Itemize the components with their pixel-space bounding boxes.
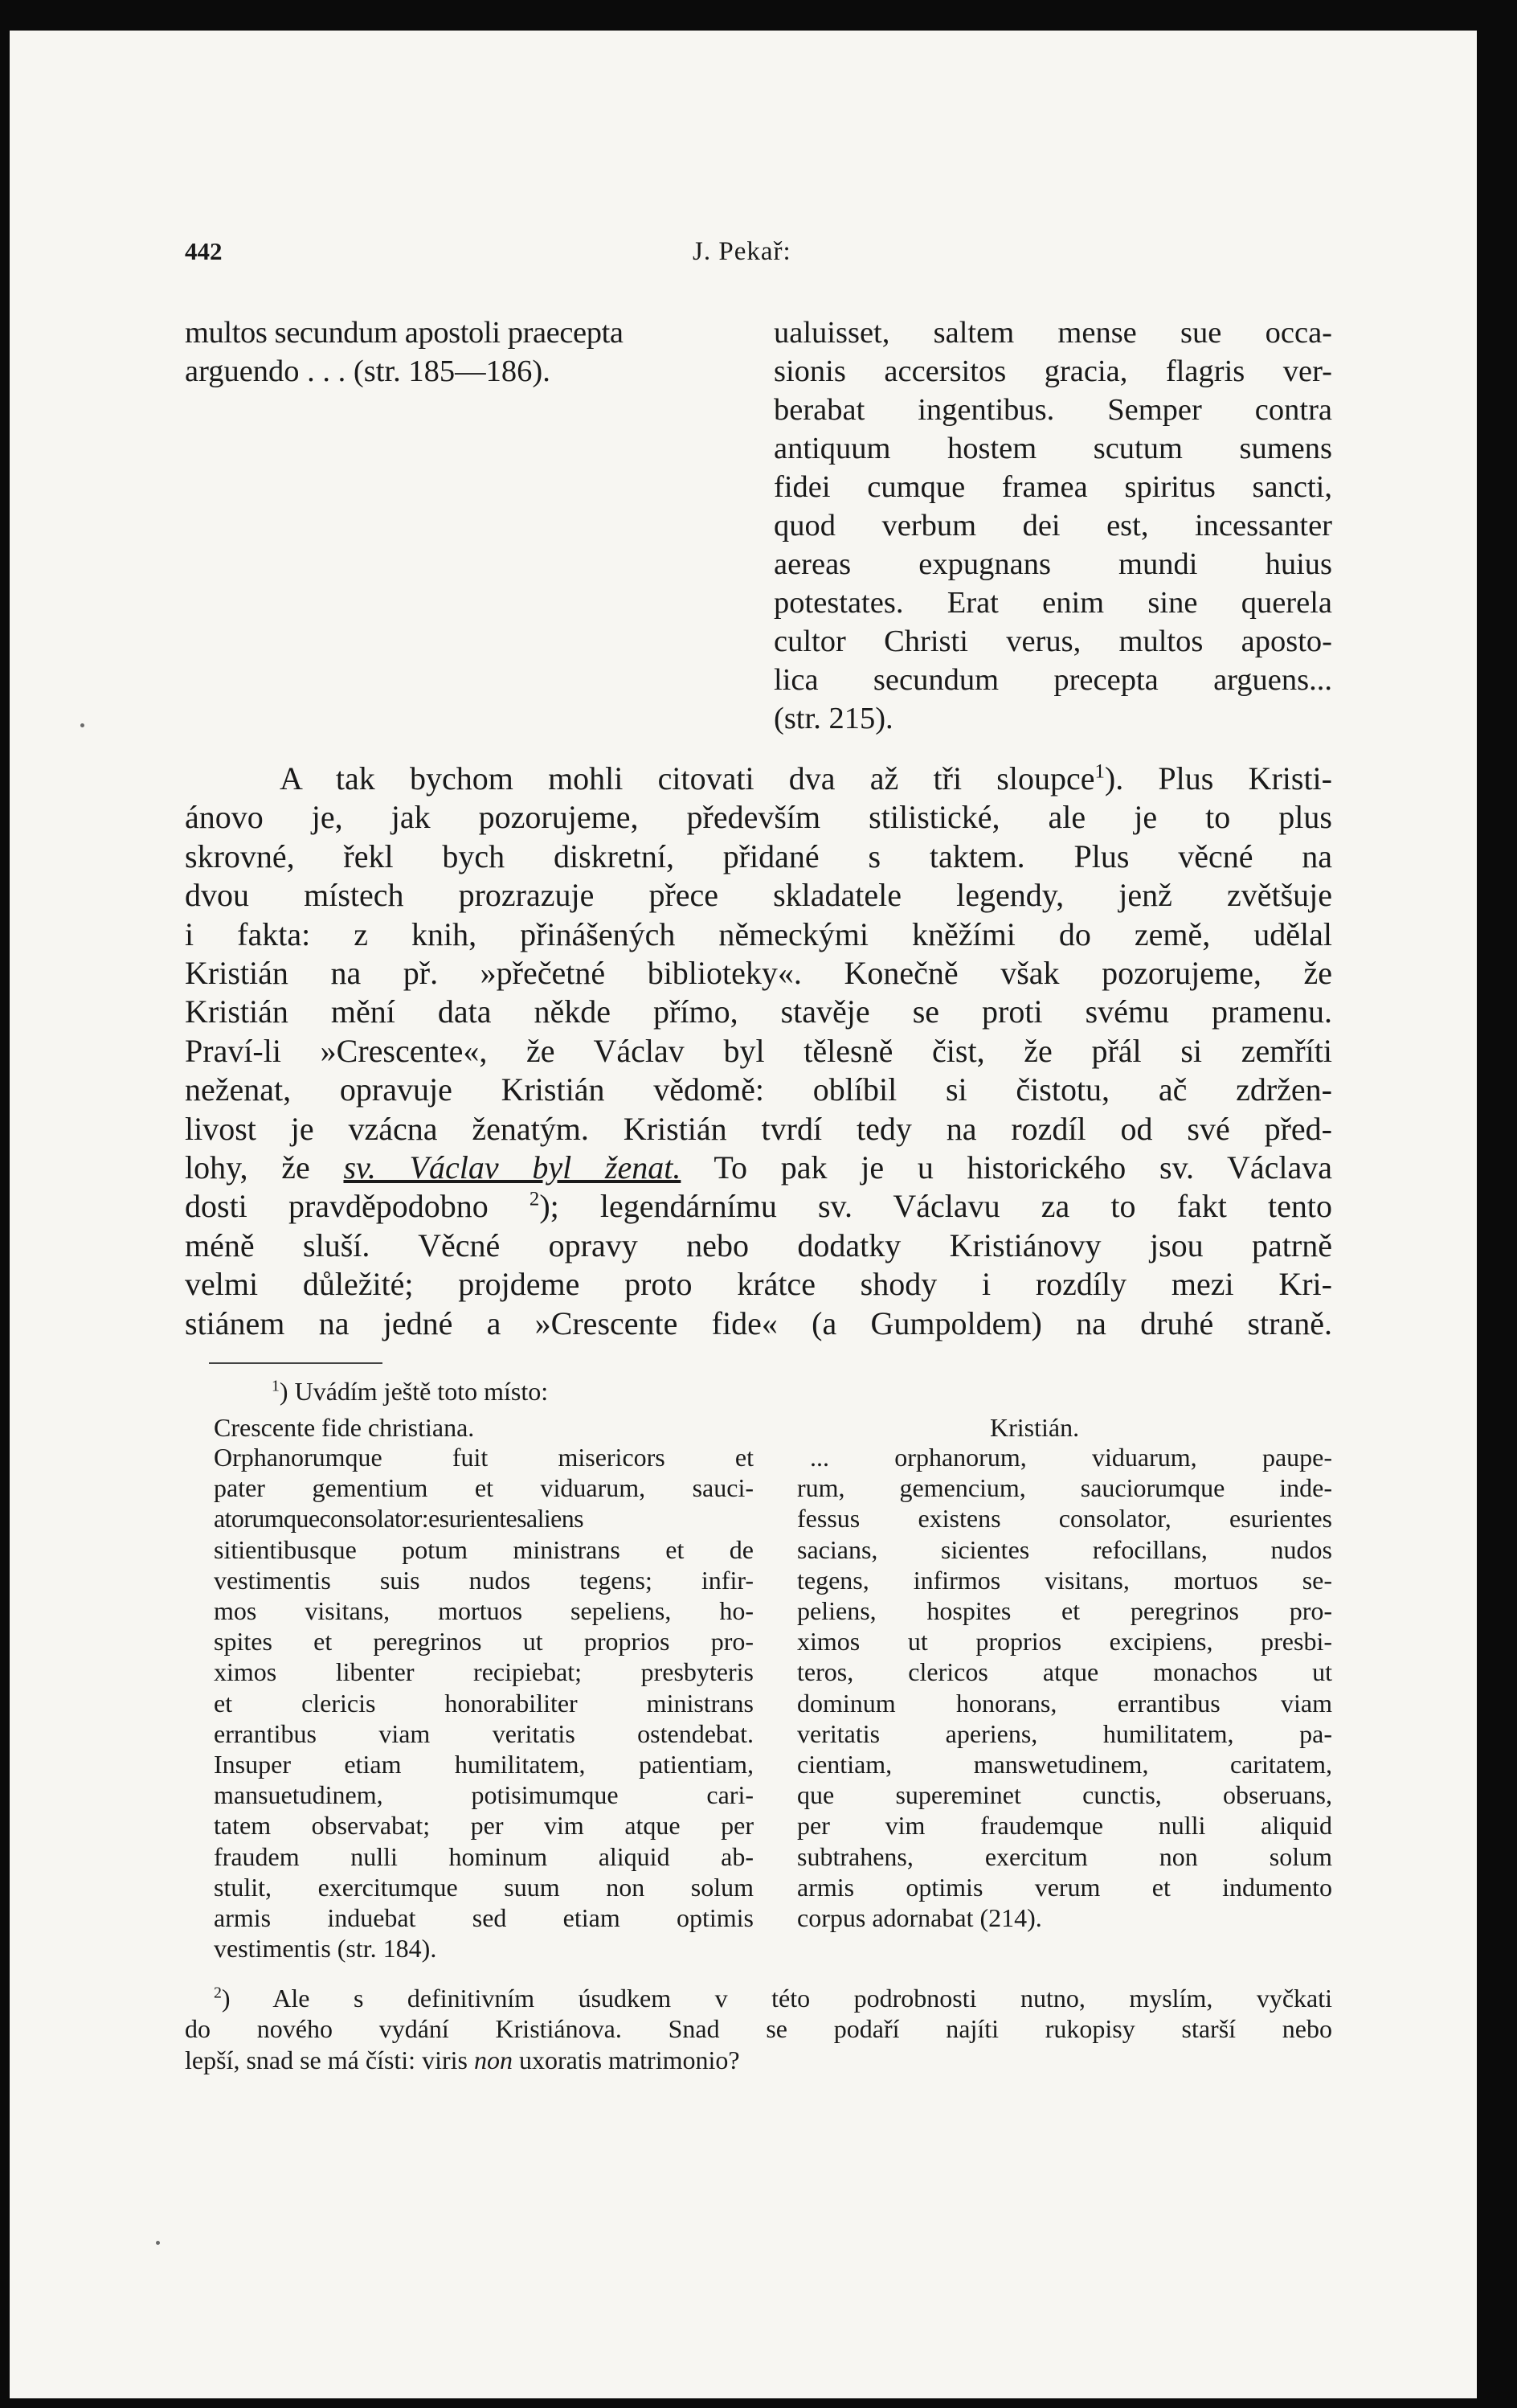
text-line: Orphanorumque fuit misericors et bbox=[214, 1443, 754, 1472]
text-line: i fakta: z knih, přinášených německými kněžími do země, udělal bbox=[185, 915, 1332, 952]
text-line: sitientibusque potum ministrans et de bbox=[214, 1534, 754, 1564]
text-line: ... orphanorum, viduarum, paupe- bbox=[810, 1443, 1332, 1472]
text-line: ánovo je, jak pozorujeme, především stilistické, ale je to plus bbox=[185, 799, 1332, 836]
text-line: $^2$) Ale s definitivním úsudkem v této podrobnosti nutno, myslím, vyčkati bbox=[214, 1984, 1332, 2013]
underlined-phrase: sv. Václav byl ženat. bbox=[343, 1149, 681, 1186]
quote-left-column bbox=[185, 313, 715, 391]
text-line: lepší, snad se má čísti: viris non uxoratis matrimonio? bbox=[185, 2045, 740, 2074]
text-line: et clericis honorabiliter ministrans bbox=[214, 1688, 754, 1718]
text-line: antiquum hostem scutum sumens bbox=[774, 432, 1332, 465]
text-line: fidei cumque framea spiritus sancti, bbox=[774, 470, 1332, 504]
text-line: skrovné, řekl bych diskretní, přidané s taktem. Plus věcné na bbox=[185, 837, 1332, 874]
body-paragraph bbox=[185, 760, 1332, 1343]
footnote-right-column bbox=[797, 1442, 1332, 1933]
text-line: potestates. Erat enim sine querela bbox=[774, 586, 1332, 620]
text-line: fraudem nulli hominum aliquid ab- bbox=[214, 1841, 754, 1871]
text-line: pater gementium et viduarum, sauci- bbox=[214, 1473, 754, 1503]
footnote-ref-1: 1 bbox=[1094, 760, 1105, 783]
text-line: armis optimis verum et indumento bbox=[797, 1872, 1332, 1902]
text-line: do nového vydání Kristiánova. Snad se podaří najíti rukopisy starší nebo bbox=[185, 2014, 1332, 2044]
text-line: stulit, exercitumque suum non solum bbox=[214, 1872, 754, 1902]
footnote-ref-2: 2 bbox=[529, 1189, 540, 1211]
footnote-left-column bbox=[214, 1442, 754, 1964]
text-line: dominum honorans, errantibus viam bbox=[797, 1688, 1332, 1718]
text-line: lohy, že sv. Václav byl ženat. To pak je u historického sv. Václava bbox=[185, 1149, 1332, 1186]
text-line: (str. 215). bbox=[774, 702, 893, 735]
text-line: lica secundum precepta arguens... bbox=[774, 663, 1332, 697]
text-line: fessus existens consolator, esurientes bbox=[797, 1504, 1332, 1534]
footnote-divider bbox=[209, 1362, 382, 1364]
text-line: quod verbum dei est, incessanter bbox=[774, 509, 1332, 543]
text-line: mos visitans, mortuos sepeliens, ho- bbox=[214, 1596, 754, 1626]
text-line: atorumqueconsolator:esurientesaliens bbox=[214, 1504, 584, 1534]
text-line: ximos libenter recipiebat; presbyteris bbox=[214, 1657, 754, 1687]
text-line: arguendo . . . (str. 185—186). bbox=[185, 354, 550, 388]
text-line: que supereminet cunctis, obseruans, bbox=[797, 1780, 1332, 1810]
text-line: mansuetudinem, potisimumque cari- bbox=[214, 1780, 754, 1810]
text-line: peliens, hospites et peregrinos pro- bbox=[797, 1596, 1332, 1626]
footnote-2 bbox=[185, 1983, 1332, 2075]
text-line: ximos ut proprios excipiens, presbi- bbox=[797, 1627, 1332, 1657]
text-line: berabat ingentibus. Semper contra bbox=[774, 393, 1332, 427]
text-line: Kristián mění data někde přímo, stavěje se proti svému pramenu. bbox=[185, 993, 1332, 1030]
speck bbox=[80, 723, 84, 727]
text-line: tegens, infirmos visitans, mortuos se- bbox=[797, 1565, 1332, 1595]
text-line: livost je vzácna ženatým. Kristián tvrdí tedy na rozdíl od své před- bbox=[185, 1110, 1332, 1147]
text-line: A tak bychom mohli citovati dva až tři sloupce$^1$). Plus Kristi- bbox=[280, 760, 1332, 797]
text-line: Kristián na př. »přečetné biblioteky«. Konečně však pozorujeme, že bbox=[185, 955, 1332, 992]
footnote-1-heading: $^1$) Uvádím ještě toto místo: bbox=[272, 1377, 549, 1406]
speck bbox=[156, 2241, 160, 2245]
text-line: ualuisset, saltem mense sue occa- bbox=[774, 316, 1332, 350]
text-line: Insuper etiam humilitatem, patientiam, bbox=[214, 1750, 754, 1779]
text-line: aereas expugnans mundi huius bbox=[774, 547, 1332, 581]
text-line: errantibus viam veritatis ostendebat. bbox=[214, 1718, 754, 1748]
running-title: J. Pekař: bbox=[693, 237, 791, 266]
text-line: subtrahens, exercitum non solum bbox=[797, 1841, 1332, 1871]
text-line: dosti pravděpodobno $^2$); legendárnímu sv. Václavu za to fakt tento bbox=[185, 1188, 1333, 1225]
text-line: vestimentis (str. 184). bbox=[214, 1934, 437, 1964]
text-line: méně sluší. Věcné opravy nebo dodatky Kristiánovy jsou patrně bbox=[185, 1227, 1332, 1263]
text-line: multos secundum apostoli praecepta bbox=[185, 316, 624, 350]
footnote-right-caption: Kristián. bbox=[990, 1413, 1080, 1442]
text-line: velmi důležité; projdeme proto krátce shody i rozdíly mezi Kri- bbox=[185, 1266, 1332, 1303]
quote-right-column bbox=[774, 313, 1332, 738]
running-header bbox=[0, 237, 1517, 277]
text-line: stiánem na jedné a »Crescente fide« (a Gumpoldem) na druhé straně. bbox=[185, 1304, 1332, 1341]
text-line: corpus adornabat (214). bbox=[797, 1903, 1042, 1933]
text-line: dvou místech prozrazuje přece skladatele legendy, jenž zvětšuje bbox=[185, 877, 1332, 914]
footnote-left-caption: Crescente fide christiana. bbox=[214, 1413, 475, 1442]
text-line: per vim fraudemque nulli aliquid bbox=[797, 1811, 1332, 1841]
text-line: sacians, sicientes refocillans, nudos bbox=[797, 1534, 1332, 1564]
text-line: cultor Christi verus, multos aposto- bbox=[774, 625, 1332, 658]
text-line: armis induebat sed etiam optimis bbox=[214, 1903, 754, 1933]
text-line: veritatis aperiens, humilitatem, pa- bbox=[797, 1718, 1332, 1748]
text-line: vestimentis suis nudos tegens; infir- bbox=[214, 1565, 754, 1595]
text-line: teros, clericos atque monachos ut bbox=[797, 1657, 1332, 1687]
page-number: 442 bbox=[185, 237, 223, 265]
text-line: tatem observabat; per vim atque per bbox=[214, 1811, 754, 1841]
text-line: neženat, opravuje Kristián vědomě: oblíbil si čistotu, ač zdržen- bbox=[185, 1071, 1332, 1108]
text-line: cientiam, manswetudinem, caritatem, bbox=[797, 1750, 1332, 1779]
text-line: spites et peregrinos ut proprios pro- bbox=[214, 1627, 754, 1657]
text-line: rum, gemencium, sauciorumque inde- bbox=[797, 1473, 1332, 1503]
text-line: Praví-li »Crescente«, že Václav byl tělesně čist, že přál si zemříti bbox=[185, 1032, 1332, 1069]
text-line: sionis accersitos gracia, flagris ver- bbox=[774, 354, 1332, 388]
